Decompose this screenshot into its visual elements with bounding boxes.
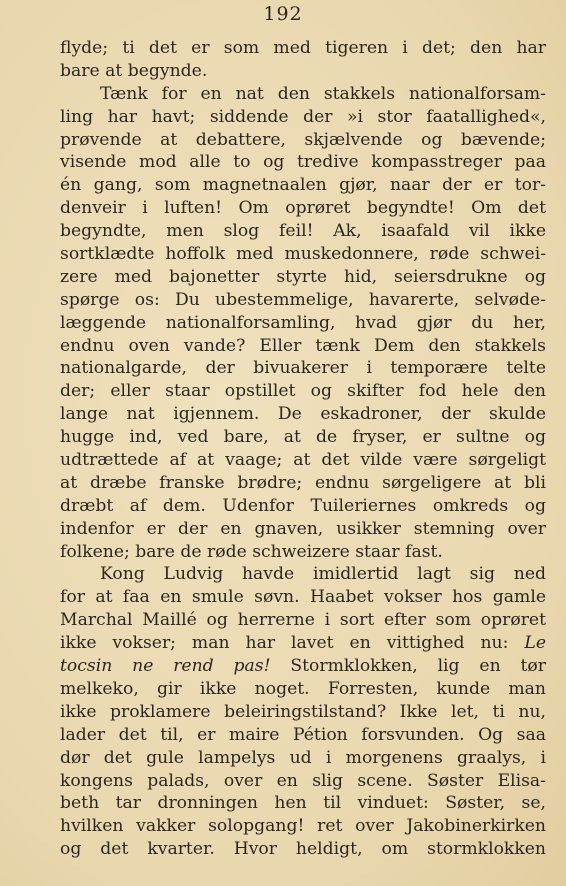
text-line: bare at begynde. xyxy=(60,60,208,81)
text-line: én gang, som magnetnaalen gjør, naar der er tor- xyxy=(60,175,546,196)
text-line: ikke proklamere beleiringstilstand? Ikke let, ti nu, xyxy=(60,701,546,722)
text-line: hvilken vakker solopgang! ret over Jakobinerkirken xyxy=(60,816,546,837)
text-line: lader det til, er maire Pétion forsvunden. Og saa xyxy=(60,724,546,745)
text-line: der; eller staar opstillet og skifter fod hele den xyxy=(60,381,546,402)
text-line: tocsin ne rend pas! Stormklokken, lig en tør xyxy=(60,656,546,677)
text-line: prøvende at debattere, skjælvende og bævende; xyxy=(60,129,546,150)
text-line: Marchal Maillé og herrerne i sort efter som oprøret xyxy=(60,610,546,631)
text-line: dræbt af dem. Udenfor Tuileriernes omkreds og xyxy=(60,495,546,516)
text-line: indenfor er der en gnaven, usikker stemning over xyxy=(60,518,546,539)
text-line: ikke vokser; man har lavet en vittighed nu: Le xyxy=(60,633,546,654)
text-line: dør det gule lampelys ud i morgenens graalys, i xyxy=(60,747,546,768)
text-line: flyde; ti det er som med tigeren i det; den har xyxy=(60,38,546,58)
text-line: begyndte, men slog feil! Ak, isaafald vil ikke xyxy=(60,221,546,242)
text-line: og det kvarter. Hvor heldigt, om stormklokken xyxy=(60,839,546,860)
text-line: visende mod alle to og tredive kompasstreger paa xyxy=(60,152,546,173)
text-line: at dræbe franske brødre; endnu sørgeligere at bli xyxy=(60,472,546,493)
text-line: for at faa en smule søvn. Haabet vokser hos gamle xyxy=(60,587,546,608)
text-line: læggende nationalforsamling, hvad gjør du her, xyxy=(60,312,546,333)
text-line: lange nat igjennem. De eskadroner, der skulde xyxy=(60,404,546,425)
text-line: kongens palads, over en slig scene. Søster Elisa- xyxy=(60,770,546,791)
text-line: endnu oven vande? Eller tænk Dem den stakkels xyxy=(60,335,546,356)
text-line: sortklædte hoffolk med muskedonnere, røde schwei- xyxy=(60,244,546,265)
text-line: melkeko, gir ikke noget. Forresten, kunde man xyxy=(60,678,546,699)
body-text xyxy=(60,37,546,861)
text-line: ling har havt; siddende der »i stor faatallighed«, xyxy=(60,106,546,127)
text-line: Kong Ludvig havde imidlertid lagt sig ned xyxy=(100,564,546,585)
text-line: beth tar dronningen hen til vinduet: Søster, se, xyxy=(60,793,546,814)
text-line: nationalgarde, der bivuakerer i temporære telte xyxy=(60,358,546,379)
text-line: folkene; bare de røde schweizere staar fast. xyxy=(60,541,443,562)
page-number: 192 xyxy=(263,3,303,25)
text-line: Tænk for en nat den stakkels nationalforsam- xyxy=(100,83,546,104)
text-line: zere med bajonetter styrte hid, seiersdrukne og xyxy=(60,266,546,287)
text-line: denveir i luften! Om oprøret begyndte! Om det xyxy=(60,198,546,219)
text-line: spørge os: Du ubestemmelige, havarerte, selvøde- xyxy=(60,289,546,310)
text-line: udtrættede af at vaage; at det vilde være sørgeligt xyxy=(60,450,546,471)
text-line: hugge ind, ved bare, at de fryser, er sultne og xyxy=(60,427,546,448)
